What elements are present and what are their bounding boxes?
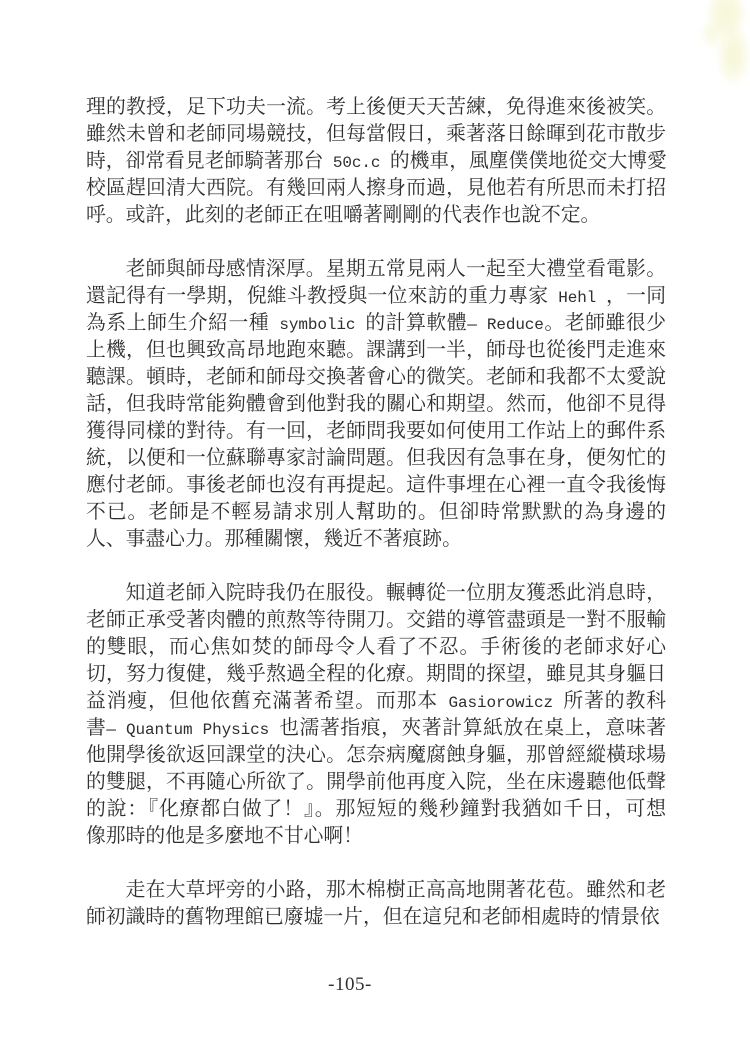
text-line: 統，以便和一位蘇聯專家討論問題。但我因有急事在身，便匆忙的 [86,451,666,469]
text-line: 上機，但也興致高昂地跑來聽。課講到一半，師母也從後門走進來 [86,343,666,361]
text-line: 為系上師生介紹一種 symbolic 的計算軟體— Reduce。老師雖很少 [86,316,666,334]
paragraph [86,582,666,852]
page-number: -105- [328,974,372,995]
text-line: 切，努力復健，幾乎熬過全程的化療。期間的探望，雖見其身軀日 [86,667,666,685]
text-line: 的說：『化療都白做了！』。那短短的幾秒鐘對我猶如千日，可想 [86,802,666,820]
text-line: 的雙腿，不再隨心所欲了。開學前他再度入院，坐在床邊聽他低聲 [86,775,666,793]
text-line: 話，但我時常能夠體會到他對我的關心和期望。然而，他卻不見得 [86,397,666,415]
text-line: 的雙眼，而心焦如焚的師母令人看了不忍。手術後的老師求好心 [86,640,666,658]
text-block [86,96,666,933]
text-line: 像那時的他是多麼地不甘心啊！ [86,829,363,847]
text-line: 人、事盡心力。那種關懷，幾近不著痕跡。 [86,532,462,550]
text-line: 聽課。頓時，老師和師母交換著會心的微笑。老師和我都不太愛說 [86,370,666,388]
text-line: 獲得同樣的對待。有一回，老師問我要如何使用工作站上的郵件系 [86,424,666,442]
text-line: 呼。或許，此刻的老師正在咀嚼著剛剛的代表作也說不定。 [86,208,601,226]
paragraph [86,258,666,555]
scan-artifact-stain [674,0,750,103]
paragraph [86,96,666,231]
text-line: 書— Quantum Physics 也濡著指痕，夾著計算紙放在桌上，意味著 [86,721,666,739]
text-line: 校區趕回清大西院。有幾回兩人擦身而過，見他若有所思而未打招 [86,181,666,199]
text-line: 老師正承受著肉體的煎熬等待開刀。交錯的導管盡頭是一對不服輸 [86,613,666,631]
text-line: 時，卻常看見老師騎著那台 50c.c 的機車，風塵僕僕地從交大博愛 [86,154,667,172]
text-line: 師初識時的舊物理館已廢墟一片，但在這兒和老師相處時的情景依 [86,910,660,928]
text-line: 他開學後欲返回課堂的決心。怎奈病魔腐蝕身軀，那曾經縱橫球場 [86,748,666,766]
text-line: 走在大草坪旁的小路，那木棉樹正高高地開著花苞。雖然和老 [125,883,666,901]
text-line: 老師與師母感情深厚。星期五常見兩人一起至大禮堂看電影。 [125,262,666,280]
text-line: 益消瘦，但他依舊充滿著希望。而那本 Gasiorowicz 所著的教科 [86,694,666,712]
paragraph [86,879,666,933]
text-line: 不已。老師是不輕易請求別人幫助的。但卻時常默默的為身邊的 [86,505,666,523]
text-line: 還記得有一學期，倪維斗教授與一位來訪的重力專家 Hehl ，一同 [86,289,666,307]
text-line: 知道老師入院時我仍在服役。輾轉從一位朋友獲悉此消息時， [125,586,666,604]
text-line: 理的教授，足下功夫一流。考上後便天天苦練，免得進來後被笑。 [86,100,666,118]
text-line: 應付老師。事後老師也沒有再提起。這件事埋在心裡一直令我後悔 [86,478,666,496]
text-line: 雖然未曾和老師同場競技，但每當假日，乘著落日餘暉到花市散步 [86,127,666,145]
